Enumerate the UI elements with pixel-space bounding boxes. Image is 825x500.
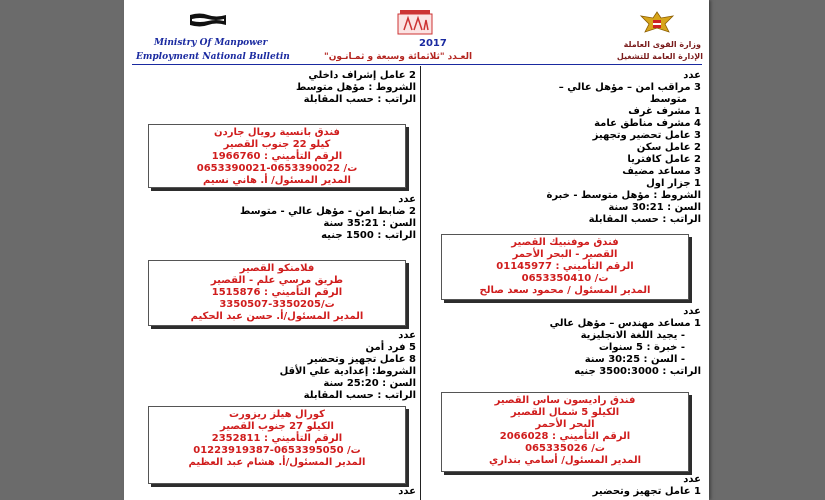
employer-box-movenpick (441, 234, 689, 300)
employer-name: فلامنكو القصير (239, 263, 315, 274)
bulletin-year: 2017 (419, 38, 447, 49)
job-line: 3 مساعد مضيف (622, 166, 701, 177)
right-jobs-block-1 (546, 70, 701, 226)
job-line: 4 مشرف مناطق عامة (594, 118, 701, 129)
job-line: متوسط (649, 94, 687, 105)
job-line: 2 عامل كافتريا (627, 154, 701, 165)
count-header: عدد (683, 70, 701, 81)
salary-line: الراتب : 1500 جنيه (321, 230, 416, 241)
age-line: السن : 30:21 سنة (608, 202, 701, 213)
employer-box-coral-hills (148, 406, 406, 484)
egypt-eagle-emblem-icon (639, 10, 675, 36)
right-jobs-block-2 (550, 306, 701, 378)
left-jobs-block-4 (398, 486, 416, 498)
count-header: عدد (398, 486, 416, 497)
left-jobs-block-2 (240, 194, 416, 242)
job-line: 8 عامل تجهيز وتحضير (307, 354, 416, 365)
bulletin-logo-icon (396, 8, 434, 38)
right-jobs-block-3 (593, 474, 701, 498)
employer-address: القصير - البحر الأحمر (512, 249, 618, 260)
conditions-line: الشروط : مؤهل متوسط (295, 82, 416, 93)
right-column (424, 70, 701, 500)
salary-line: الراتب : 3500:3000 جنيه (574, 366, 701, 377)
employer-box-radisson (441, 392, 689, 472)
count-header: عدد (398, 194, 416, 205)
requirement-line: - خبرة : 5 سنوات (598, 342, 685, 353)
employer-manager: المدير المسئول/ أ. هاني نسيم (203, 175, 351, 186)
requirement-line: - يجيد اللغة الانجليزية (580, 330, 685, 341)
job-line: 3 مراقب امن – مؤهل عالي – (558, 82, 701, 93)
employer-phone: ت/3350205-3350507 (219, 299, 335, 310)
left-jobs-block-3 (280, 330, 416, 402)
job-line: 1 عامل تجهيز وتحضير (592, 486, 701, 497)
employer-manager: المدير المسئول/ أسامي بنداري (488, 455, 642, 466)
bulletin-header (124, 0, 709, 70)
bulletin-name-en: Employment National Bulletin (136, 52, 290, 62)
employer-name: فندق موفنبيك القصير (511, 237, 619, 248)
conditions-line: الشروط: إعدادية علي الأقل (279, 366, 416, 377)
column-divider (420, 66, 421, 500)
job-line: 5 فرد أمن (365, 342, 416, 353)
count-header: عدد (683, 306, 701, 317)
issue-title: العـدد "ثلاثمائة وسبعة و ثمـانـون" (324, 52, 473, 62)
employer-address: كيلو 22 جنوب القصير (223, 139, 331, 150)
age-line: السن : 25:20 سنة (323, 378, 416, 389)
salary-line: الراتب : حسب المقابلة (303, 94, 416, 105)
employer-name: فندق راديسون ساس القصير (494, 395, 636, 406)
employer-insurance-no: الرقم التأميني : 1515876 (211, 287, 343, 298)
employer-insurance-no: الرقم التأميني : 2066028 (499, 431, 631, 442)
employer-box-royal-garden (148, 124, 406, 188)
bulletin-page (124, 0, 709, 500)
job-line: 2 عامل إشراف داخلي (308, 70, 416, 81)
job-line: 1 مشرف غرف (628, 106, 701, 117)
count-header: عدد (398, 330, 416, 341)
conditions-line: الشروط : مؤهل متوسط - خبرة (546, 190, 701, 201)
salary-line: الراتب : حسب المقابلة (303, 390, 416, 401)
employer-insurance-no: الرقم التأميني : 2352811 (211, 433, 343, 444)
employer-name: كورال هيلز ريزورت (229, 409, 325, 420)
ministry-name-ar: وزارة القوى العاملة (623, 40, 701, 49)
left-jobs-block-1 (296, 70, 416, 106)
header-divider (132, 64, 702, 65)
employer-insurance-no: الرقم التأميني : 1966760 (211, 151, 343, 162)
age-line: - السن : 30:25 سنة (584, 354, 685, 365)
employer-address: الكيلو 5 شمال القصير (510, 407, 620, 418)
employer-address: البحر الأحمر (535, 419, 595, 430)
employer-phone: ت/ 0653390022-0653390021 (196, 163, 358, 174)
job-line: 1 مساعد مهندس – مؤهل عالي (549, 318, 701, 329)
employer-manager: المدير المسئول/أ. حسن عبد الحكيم (190, 311, 364, 322)
ministry-name-en: Ministry Of Manpower (154, 38, 268, 48)
department-name-ar: الإدارة العامة للتشغيل (616, 52, 703, 61)
age-line: السن : 35:21 سنة (323, 218, 416, 229)
employer-address: طريق مرسي علم - القصير (210, 275, 344, 286)
employer-phone: ت/ 0653395050-01223919387 (193, 445, 361, 456)
employer-manager: المدير المسئول / محمود سعد صالح (479, 285, 651, 296)
salary-line: الراتب : حسب المقابلة (588, 214, 701, 225)
job-line: 2 عامل سكن (636, 142, 701, 153)
employer-phone: ت/ 065335026 (525, 443, 605, 454)
employer-name: فندق بانسية رويال جاردن (214, 127, 340, 138)
left-column (134, 70, 416, 500)
job-line: 1 جزار اول (646, 178, 701, 189)
employer-insurance-no: الرقم التأميني : 01145977 (496, 261, 634, 272)
flag-icon (188, 12, 228, 28)
job-line: 2 ضابط امن - مؤهل عالي - متوسط (239, 206, 416, 217)
employer-manager: المدير المسئول/أ. هشام عبد العظيم (188, 457, 366, 468)
employer-phone: ت/ 0653350410 (521, 273, 609, 284)
job-line: 3 عامل تحضير وتجهيز (592, 130, 701, 141)
count-header: عدد (683, 474, 701, 485)
employer-address: الكيلو 27 جنوب القصير (220, 421, 334, 432)
employer-box-flamenco (148, 260, 406, 326)
